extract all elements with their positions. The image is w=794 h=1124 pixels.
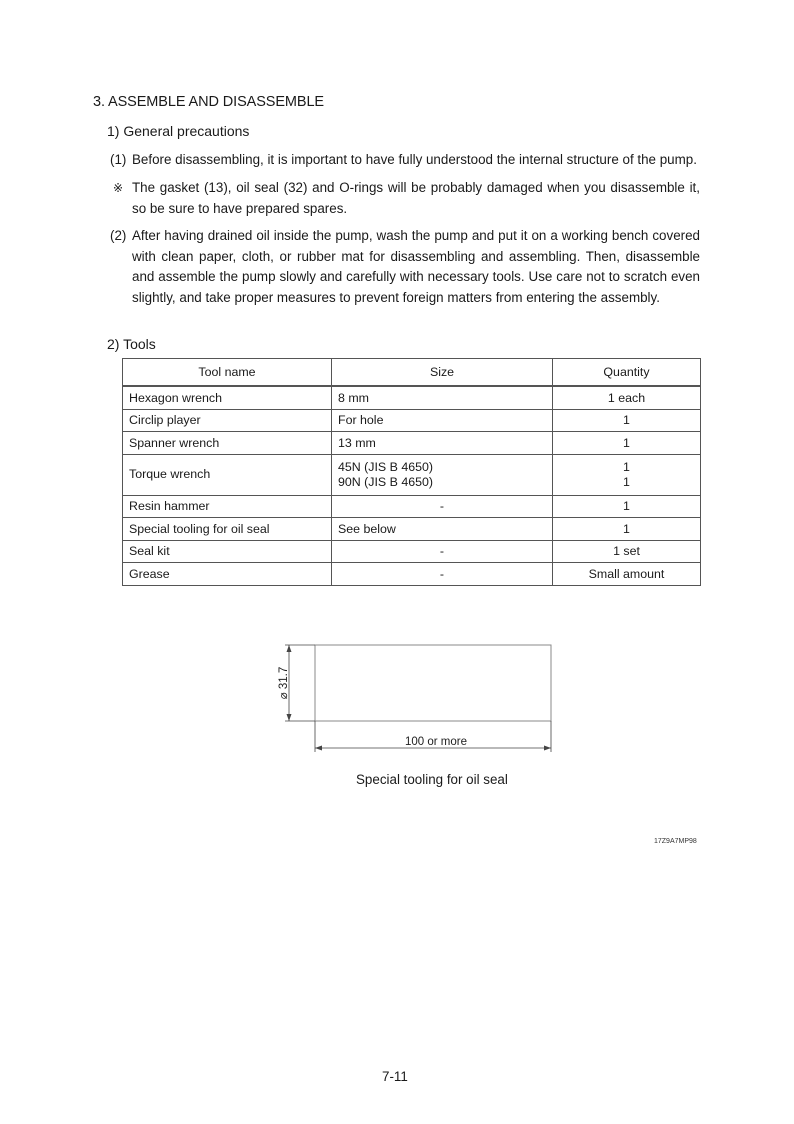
quantity-line-2: 1 <box>623 474 630 489</box>
tool-name-cell: Circlip player <box>123 409 332 432</box>
general-precautions-title: 1) General precautions <box>107 123 250 139</box>
arrow-up-icon <box>287 645 292 652</box>
tool-outline <box>315 645 551 721</box>
size-cell: - <box>332 495 553 518</box>
tool-name-cell: Special tooling for oil seal <box>123 518 332 541</box>
oil-seal-tool-diagram <box>276 636 566 760</box>
quantity-cell: 1 <box>553 495 701 518</box>
quantity-cell: 1 <box>553 518 701 541</box>
note-marker: ※ <box>113 181 124 195</box>
table-row <box>123 518 701 541</box>
item-text: Before disassembling, it is important to have fully understood the internal structure of the pump. <box>132 152 697 167</box>
tools-title: 2) Tools <box>107 336 156 352</box>
table-row <box>123 540 701 563</box>
table-row <box>123 563 701 586</box>
size-cell: See below <box>332 518 553 541</box>
table-row <box>123 432 701 455</box>
diameter-dimension-label: ⌀ 31.7 <box>278 666 290 700</box>
size-cell: - <box>332 540 553 563</box>
column-header-quantity: Quantity <box>553 359 701 387</box>
figure-code: 17Z9A7MP98 <box>654 838 697 845</box>
page-number: 7-11 <box>382 1069 408 1084</box>
quantity-cell: 1 each <box>553 386 701 409</box>
table-row <box>123 454 701 495</box>
column-header-size: Size <box>332 359 553 387</box>
tool-name-cell: Spanner wrench <box>123 432 332 455</box>
length-dimension-label: 100 or more <box>404 736 468 748</box>
column-header-tool-name: Tool name <box>123 359 332 387</box>
table-row <box>123 495 701 518</box>
arrow-left-icon <box>315 746 322 751</box>
item-text: After having drained oil inside the pump, wash the pump and put it on a working bench covered with clean paper, cloth, or rubber mat for disassembling and assembling. Then, disassemble and assemble the pump slowly and carefully with necessary tools. Use care not to scratch even slightly, and take proper measures to prevent foreign matters from entering the assembly. <box>132 228 700 305</box>
tool-name-cell: Grease <box>123 563 332 586</box>
note-text: The gasket (13), oil seal (32) and O-rings will be probably damaged when you disassemble it, so be sure to have prepared spares. <box>132 180 700 216</box>
quantity-cell: 1 set <box>553 540 701 563</box>
precaution-item-2 <box>110 226 700 308</box>
table-row <box>123 386 701 409</box>
size-cell: 8 mm <box>332 386 553 409</box>
tool-name-cell: Hexagon wrench <box>123 386 332 409</box>
tool-name-cell: Torque wrench <box>123 454 332 495</box>
tool-name-cell: Resin hammer <box>123 495 332 518</box>
item-marker: (2) <box>110 228 127 243</box>
tools-table <box>122 358 701 586</box>
quantity-line-1: 1 <box>623 459 630 474</box>
size-cell: For hole <box>332 409 553 432</box>
quantity-cell: 1 <box>553 409 701 432</box>
size-cell: 13 mm <box>332 432 553 455</box>
size-cell: - <box>332 563 553 586</box>
quantity-cell: Small amount <box>553 563 701 586</box>
table-row <box>123 409 701 432</box>
arrow-down-icon <box>287 714 292 721</box>
arrow-right-icon <box>544 746 551 751</box>
figure-caption: Special tooling for oil seal <box>356 772 508 787</box>
tool-name-cell: Seal kit <box>123 540 332 563</box>
quantity-cell <box>553 454 701 495</box>
item-marker: (1) <box>110 152 127 167</box>
size-line-2: 90N (JIS B 4650) <box>338 474 434 489</box>
size-cell <box>332 454 553 495</box>
quantity-cell: 1 <box>553 432 701 455</box>
precaution-note <box>110 178 700 219</box>
section-title: 3. ASSEMBLE AND DISASSEMBLE <box>93 94 325 110</box>
precaution-item-1 <box>110 150 700 171</box>
size-line-1: 45N (JIS B 4650) <box>338 459 434 474</box>
table-header-row <box>123 359 701 387</box>
